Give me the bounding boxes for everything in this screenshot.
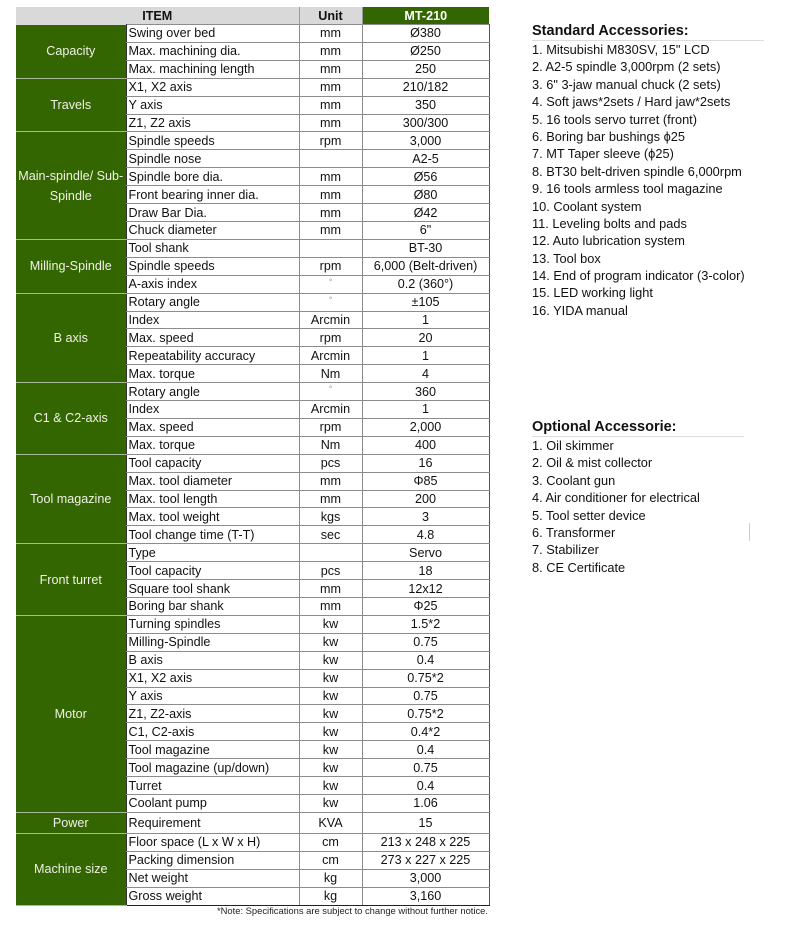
item-cell: Boring bar shank [126, 598, 299, 616]
optional-accessories-list [532, 437, 772, 576]
value-cell: 0.75 [362, 687, 489, 705]
item-cell: Net weight [126, 869, 299, 887]
item-cell: Spindle bore dia. [126, 168, 299, 186]
value-cell: Φ25 [362, 598, 489, 616]
group-label: Travels [16, 78, 126, 132]
unit-cell: mm [299, 598, 362, 616]
item-cell: Max. machining dia. [126, 42, 299, 60]
item-cell: Z1, Z2-axis [126, 705, 299, 723]
value-cell: Ø80 [362, 186, 489, 204]
group-label: B axis [16, 293, 126, 383]
item-cell: Index [126, 401, 299, 419]
header-model: MT-210 [362, 7, 489, 25]
value-cell: 20 [362, 329, 489, 347]
value-cell: 0.4 [362, 741, 489, 759]
unit-cell: rpm [299, 132, 362, 150]
value-cell: Ø380 [362, 25, 489, 43]
value-cell: 1.06 [362, 794, 489, 812]
list-item: 6. Transformer [532, 524, 616, 540]
unit-cell: mm [299, 60, 362, 78]
list-item: 8. BT30 belt-driven spindle 6,000rpm [532, 163, 742, 179]
unit-cell: mm [299, 472, 362, 490]
table-row [16, 239, 489, 257]
item-cell: Tool magazine [126, 741, 299, 759]
value-cell: 12x12 [362, 580, 489, 598]
list-item: 14. End of program indicator (3-color) [532, 268, 745, 284]
item-cell: Requirement [126, 812, 299, 833]
value-cell: 4 [362, 365, 489, 383]
unit-cell: Nm [299, 365, 362, 383]
list-item: 15. LED working light [532, 285, 653, 301]
unit-cell: kg [299, 869, 362, 887]
list-item: 5. Tool setter device [532, 507, 646, 523]
unit-cell: kw [299, 705, 362, 723]
item-cell: Type [126, 544, 299, 562]
value-cell: Φ85 [362, 472, 489, 490]
unit-cell: sec [299, 526, 362, 544]
value-cell: Ø56 [362, 168, 489, 186]
item-cell: Z1, Z2 axis [126, 114, 299, 132]
list-item: 12. Auto lubrication system [532, 233, 685, 249]
unit-cell [299, 239, 362, 257]
item-cell: X1, X2 axis [126, 669, 299, 687]
item-cell: Milling-Spindle [126, 633, 299, 651]
item-cell: Max. tool weight [126, 508, 299, 526]
value-cell: 1.5*2 [362, 615, 489, 633]
unit-cell: ° [299, 293, 362, 311]
item-cell: Swing over bed [126, 25, 299, 43]
value-cell: 200 [362, 490, 489, 508]
table-header-row [16, 7, 489, 25]
unit-cell: mm [299, 78, 362, 96]
item-cell: Tool change time (T-T) [126, 526, 299, 544]
standard-accessories-title: Standard Accessories: [532, 23, 764, 41]
list-item: 13. Tool box [532, 250, 601, 266]
list-item: 3. 6" 3-jaw manual chuck (2 sets) [532, 76, 721, 92]
list-item: 10. Coolant system [532, 198, 642, 214]
unit-cell: mm [299, 580, 362, 598]
table-row [16, 812, 489, 833]
group-label: Main-spindle/ Sub-Spindle [16, 132, 126, 239]
table-row [16, 383, 489, 401]
item-cell: Repeatability accuracy [126, 347, 299, 365]
unit-cell: kw [299, 759, 362, 777]
value-cell: 300/300 [362, 114, 489, 132]
value-cell: 1 [362, 401, 489, 419]
unit-cell [299, 544, 362, 562]
value-cell: 18 [362, 562, 489, 580]
group-label: Capacity [16, 25, 126, 79]
item-cell: Max. tool length [126, 490, 299, 508]
group-label: Motor [16, 615, 126, 812]
unit-cell: Nm [299, 436, 362, 454]
group-label: Machine size [16, 833, 126, 905]
value-cell: 3,000 [362, 869, 489, 887]
item-cell: Max. torque [126, 365, 299, 383]
unit-cell: Arcmin [299, 347, 362, 365]
unit-cell: rpm [299, 257, 362, 275]
unit-cell: kw [299, 741, 362, 759]
item-cell: Tool capacity [126, 562, 299, 580]
item-cell: Max. speed [126, 418, 299, 436]
item-cell: Tool capacity [126, 454, 299, 472]
spec-body [16, 25, 489, 906]
header-item: ITEM [16, 7, 299, 25]
value-cell: 0.4 [362, 777, 489, 795]
list-item: 9. 16 tools armless tool magazine [532, 181, 723, 197]
unit-cell: kw [299, 669, 362, 687]
unit-cell: kw [299, 687, 362, 705]
item-cell: Square tool shank [126, 580, 299, 598]
unit-cell: mm [299, 114, 362, 132]
value-cell: 350 [362, 96, 489, 114]
value-cell: BT-30 [362, 239, 489, 257]
standard-accessories [532, 23, 772, 319]
item-cell: Gross weight [126, 887, 299, 905]
unit-cell: mm [299, 204, 362, 222]
optional-accessories [532, 419, 772, 576]
item-cell: Y axis [126, 687, 299, 705]
unit-cell: ° [299, 383, 362, 401]
list-item: 2. Oil & mist collector [532, 455, 653, 471]
value-cell: 0.75 [362, 759, 489, 777]
group-label: Milling-Spindle [16, 239, 126, 293]
value-cell: ±105 [362, 293, 489, 311]
list-item: 4. Air conditioner for electrical [532, 490, 700, 506]
unit-cell: pcs [299, 454, 362, 472]
list-item: 5. 16 tools servo turret (front) [532, 111, 698, 127]
table-row [16, 25, 489, 43]
item-cell: Max. speed [126, 329, 299, 347]
unit-cell: kw [299, 633, 362, 651]
unit-cell: mm [299, 25, 362, 43]
unit-cell: mm [299, 490, 362, 508]
value-cell: 3 [362, 508, 489, 526]
table-row [16, 132, 489, 150]
item-cell: Front bearing inner dia. [126, 186, 299, 204]
item-cell: Tool magazine (up/down) [126, 759, 299, 777]
item-cell: Spindle speeds [126, 132, 299, 150]
table-row [16, 833, 489, 851]
unit-cell: kg [299, 887, 362, 905]
value-cell: 0.4*2 [362, 723, 489, 741]
group-label: Front turret [16, 544, 126, 616]
item-cell: C1, C2-axis [126, 723, 299, 741]
item-cell: Spindle speeds [126, 257, 299, 275]
value-cell: Ø42 [362, 204, 489, 222]
value-cell: 0.75 [362, 633, 489, 651]
item-cell: Chuck diameter [126, 221, 299, 239]
item-cell: Turning spindles [126, 615, 299, 633]
group-label: C1 & C2-axis [16, 383, 126, 455]
value-cell: 3,000 [362, 132, 489, 150]
item-cell: Floor space (L x W x H) [126, 833, 299, 851]
text-cursor-mark [749, 523, 750, 541]
unit-cell: Arcmin [299, 311, 362, 329]
item-cell: Spindle nose [126, 150, 299, 168]
unit-cell: cm [299, 833, 362, 851]
item-cell: B axis [126, 651, 299, 669]
list-item: 11. Leveling bolts and pads [532, 215, 687, 231]
value-cell: 213 x 248 x 225 [362, 833, 489, 851]
value-cell: 1 [362, 311, 489, 329]
value-cell: 273 x 227 x 225 [362, 851, 489, 869]
spec-note: *Note: Specifications are subject to change without further notice. [217, 905, 488, 916]
item-cell: Y axis [126, 96, 299, 114]
unit-cell: kw [299, 794, 362, 812]
value-cell: 360 [362, 383, 489, 401]
item-cell: X1, X2 axis [126, 78, 299, 96]
unit-cell: mm [299, 186, 362, 204]
table-row [16, 615, 489, 633]
group-label: Tool magazine [16, 454, 126, 544]
unit-cell: KVA [299, 812, 362, 833]
table-row [16, 78, 489, 96]
value-cell: 400 [362, 436, 489, 454]
unit-cell: Arcmin [299, 401, 362, 419]
item-cell: A-axis index [126, 275, 299, 293]
item-cell: Packing dimension [126, 851, 299, 869]
value-cell: 4.8 [362, 526, 489, 544]
list-item: 6. Boring bar bushings ϕ25 [532, 128, 686, 144]
value-cell: 250 [362, 60, 489, 78]
header-unit: Unit [299, 7, 362, 25]
value-cell: 0.2 (360°) [362, 275, 489, 293]
value-cell: 3,160 [362, 887, 489, 905]
unit-cell: ° [299, 275, 362, 293]
unit-cell: kw [299, 723, 362, 741]
list-item: 4. Soft jaws*2sets / Hard jaw*2sets [532, 94, 731, 110]
value-cell: Servo [362, 544, 489, 562]
value-cell: 2,000 [362, 418, 489, 436]
value-cell: 0.75*2 [362, 669, 489, 687]
unit-cell: rpm [299, 418, 362, 436]
unit-cell: kgs [299, 508, 362, 526]
item-cell: Rotary angle [126, 383, 299, 401]
value-cell: 16 [362, 454, 489, 472]
list-item: 7. MT Taper sleeve (ϕ25) [532, 146, 674, 162]
item-cell: Tool shank [126, 239, 299, 257]
list-item: 1. Oil skimmer [532, 438, 614, 453]
value-cell: 210/182 [362, 78, 489, 96]
value-cell: 0.75*2 [362, 705, 489, 723]
list-item: 16. YIDA manual [532, 302, 628, 318]
value-cell: 6" [362, 221, 489, 239]
unit-cell: kw [299, 777, 362, 795]
value-cell: 0.4 [362, 651, 489, 669]
unit-cell: kw [299, 615, 362, 633]
spec-table [16, 7, 490, 906]
list-item: 3. Coolant gun [532, 472, 616, 488]
item-cell: Draw Bar Dia. [126, 204, 299, 222]
optional-accessories-title: Optional Accessorie: [532, 419, 744, 437]
table-row [16, 454, 489, 472]
item-cell: Index [126, 311, 299, 329]
unit-cell: mm [299, 221, 362, 239]
value-cell: 1 [362, 347, 489, 365]
standard-accessories-list [532, 41, 772, 319]
list-item: 7. Stabilizer [532, 542, 599, 558]
item-cell: Max. machining length [126, 60, 299, 78]
unit-cell: mm [299, 168, 362, 186]
item-cell: Max. torque [126, 436, 299, 454]
table-row [16, 293, 489, 311]
value-cell: A2-5 [362, 150, 489, 168]
unit-cell: mm [299, 96, 362, 114]
unit-cell: cm [299, 851, 362, 869]
unit-cell: kw [299, 651, 362, 669]
item-cell: Max. tool diameter [126, 472, 299, 490]
unit-cell: mm [299, 42, 362, 60]
value-cell: Ø250 [362, 42, 489, 60]
item-cell: Coolant pump [126, 794, 299, 812]
unit-cell: rpm [299, 329, 362, 347]
list-item: 8. CE Certificate [532, 559, 626, 575]
item-cell: Turret [126, 777, 299, 795]
list-item: 1. Mitsubishi M830SV, 15" LCD [532, 42, 710, 57]
value-cell: 6,000 (Belt-driven) [362, 257, 489, 275]
unit-cell: pcs [299, 562, 362, 580]
group-label: Power [16, 812, 126, 833]
table-row [16, 544, 489, 562]
unit-cell [299, 150, 362, 168]
item-cell: Rotary angle [126, 293, 299, 311]
list-item: 2. A2-5 spindle 3,000rpm (2 sets) [532, 59, 721, 75]
value-cell: 15 [362, 812, 489, 833]
